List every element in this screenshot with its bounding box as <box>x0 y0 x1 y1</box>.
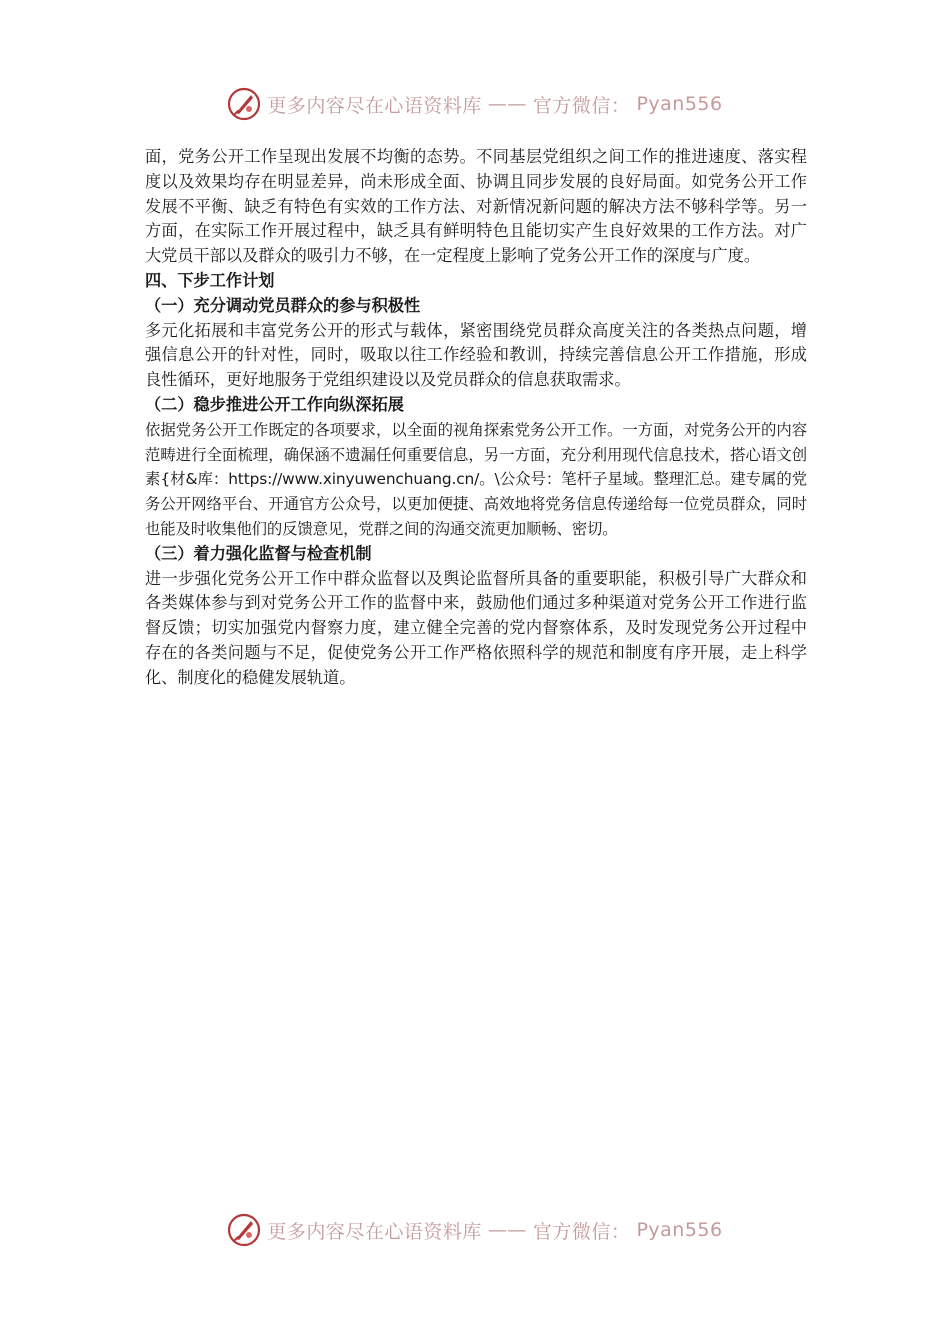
watermark-contact: Pyan556 <box>636 93 723 115</box>
watermark-separator: —— <box>487 1219 527 1241</box>
watermark-contact: Pyan556 <box>636 1219 723 1241</box>
document-body <box>145 145 807 691</box>
quill-logo-icon <box>227 87 261 121</box>
watermark-brand: 更多内容尽在心语资料库 <box>267 1220 482 1243</box>
subsection-1-heading: （一）充分调动党员群众的参与积极性 <box>145 295 421 315</box>
subsection-3-text: 进一步强化党务公开工作中群众监督以及舆论监督所具备的重要职能，积极引导广大群众和各类媒体参与到对党务公开工作的监督中来，鼓励他们通过多种渠道对党务公开工作进行监督反馈；切实加强党内督察力度，建立健全完善的党内督察体系，及时发现党务公开过程中存在的各类问题与不足，促使党务公开工作严格依照科学的规范和制度有序开展，走上科学化、制度化的稳健发展轨道。 <box>145 568 807 687</box>
subsection-2-text: 依据党务公开工作既定的各项要求，以全面的视角探索党务公开工作。一方面，对党务公开的内容范畴进行全面梳理，确保涵不遗漏任何重要信息，另一方面，充分利用现代信息技术，搭心语文创素{材&库：https://www.xinyuwenchuang.cn/。\公众号：笔杆子星域。整理汇总。建专属的党务公开网络平台、开通官方公众号，以更加便捷、高效地将党务信息传递给每一位党员群众，同时也能及时收集他们的反馈意见，党群之间的沟通交流更加顺畅、密切。 <box>145 420 807 538</box>
paragraph-intro: 面，党务公开工作呈现出发展不均衡的态势。不同基层党组织之间工作的推进速度、落实程度以及效果均存在明显差异，尚未形成全面、协调且同步发展的良好局面。如党务公开工作发展不平衡、缺乏有特色有实效的工作方法、对新情况新问题的解决方法不够科学等。另一方面，在实际工作开展过程中，缺乏具有鲜明特色且能切实产生良好效果的工作方法。对广大党员干部以及群众的吸引力不够，在一定程度上影响了党务公开工作的深度与广度。 <box>145 147 807 266</box>
subsection-2-heading: （二）稳步推进公开工作向纵深拓展 <box>145 394 404 414</box>
section-4-heading: 四、下步工作计划 <box>145 270 275 290</box>
watermark-label: 官方微信： <box>532 94 631 117</box>
watermark-separator: —— <box>487 93 527 115</box>
quill-logo-icon <box>227 1213 261 1247</box>
header-watermark <box>0 86 950 122</box>
subsection-1-text: 多元化拓展和丰富党务公开的形式与载体，紧密围绕党员群众高度关注的各类热点问题，增强信息公开的针对性，同时，吸取以往工作经验和教训，持续完善信息公开工作措施，形成良性循环，更好地服务于党组织建设以及党员群众的信息获取需求。 <box>145 320 807 390</box>
watermark-brand: 更多内容尽在心语资料库 <box>267 94 482 117</box>
footer-watermark <box>0 1212 950 1248</box>
subsection-3-heading: （三）着力强化监督与检查机制 <box>145 543 372 563</box>
watermark-label: 官方微信： <box>532 1220 631 1243</box>
